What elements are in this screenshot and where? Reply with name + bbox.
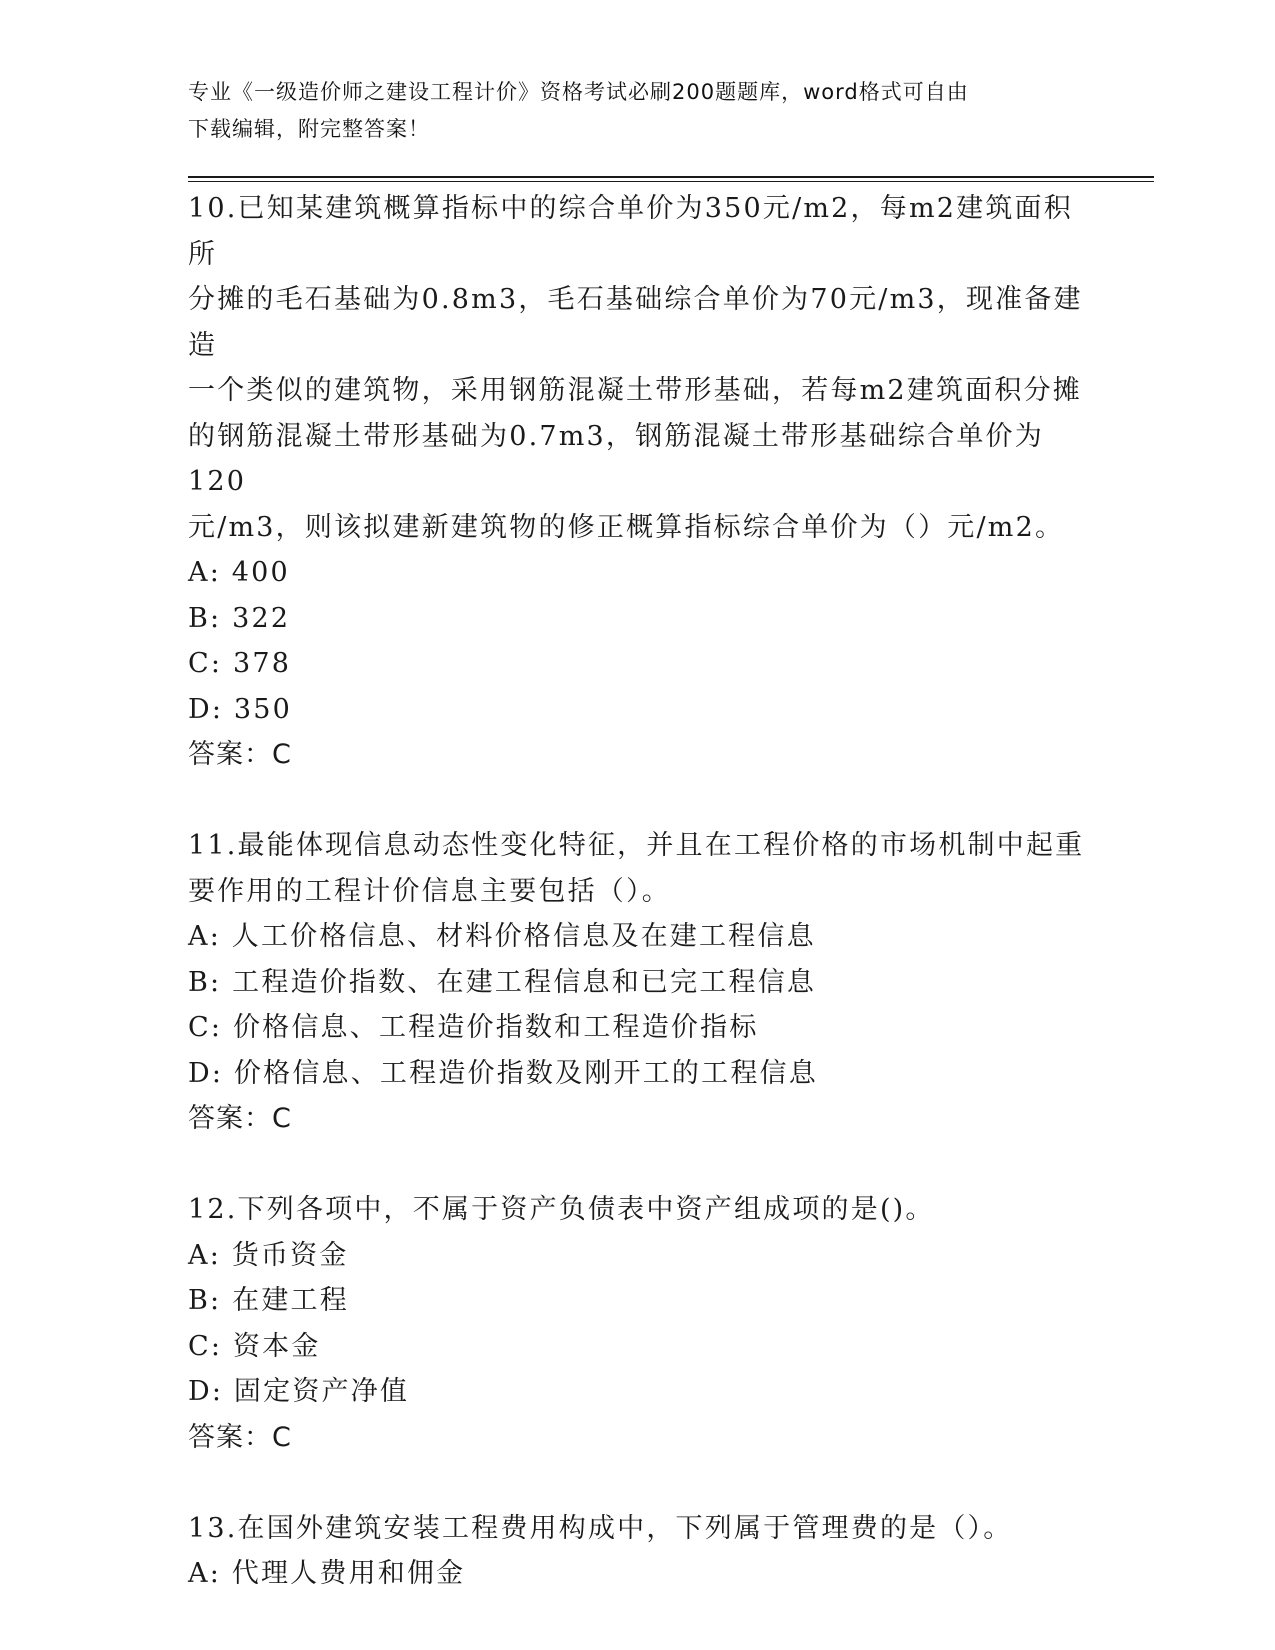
option-a: A: 400 bbox=[188, 557, 290, 588]
question-stem-line: 一个类似的建筑物，采用钢筋混凝土带形基础，若每m2建筑面积分摊 bbox=[188, 375, 1082, 406]
option-a: A: 货币资金 bbox=[188, 1239, 349, 1271]
question-spacer bbox=[188, 1142, 1088, 1188]
option-b: B: 322 bbox=[188, 602, 291, 634]
option-c: C: 价格信息、工程造价指数和工程造价指标 bbox=[188, 1012, 759, 1043]
question-spacer bbox=[188, 778, 1088, 824]
question-stem-line: 10.已知某建筑概算指标中的综合单价为350元/m2，每m2建筑面积所 bbox=[188, 193, 1073, 270]
question-list bbox=[188, 186, 1088, 1597]
question-13 bbox=[188, 1506, 1088, 1597]
option-b: B: 工程造价指数、在建工程信息和已完工程信息 bbox=[188, 966, 817, 998]
question-stem-line: 12.下列各项中，不属于资产负债表中资产组成项的是()。 bbox=[188, 1194, 935, 1225]
option-d: D: 350 bbox=[188, 693, 293, 725]
option-c: C: 378 bbox=[188, 648, 292, 679]
question-stem-line: 的钢筋混凝土带形基础为0.7m3，钢筋混凝土带形基础综合单价为120 bbox=[188, 420, 1044, 497]
document-header bbox=[188, 74, 1088, 148]
question-stem-line: 分摊的毛石基础为0.8m3，毛石基础综合单价为70元/m3，现准备建造 bbox=[188, 284, 1083, 361]
option-d: D: 固定资产净值 bbox=[188, 1376, 410, 1407]
answer-line: 答案：C bbox=[188, 1103, 292, 1134]
question-stem-line: 要作用的工程计价信息主要包括（）。 bbox=[188, 875, 671, 907]
option-a: A: 人工价格信息、材料价格信息及在建工程信息 bbox=[188, 921, 816, 952]
header-line-2: 下载编辑，附完整答案！ bbox=[188, 117, 430, 141]
option-a: A: 代理人费用和佣金 bbox=[188, 1558, 466, 1589]
option-d: D: 价格信息、工程造价指数及刚开工的工程信息 bbox=[188, 1057, 818, 1089]
question-stem-line: 元/m3，则该拟建新建筑物的修正概算指标综合单价为（）元/m2。 bbox=[188, 511, 1065, 543]
header-line-1: 专业《一级造价师之建设工程计价》资格考试必刷200题题库，word格式可自由 bbox=[188, 80, 969, 104]
question-stem-line: 13.在国外建筑安装工程费用构成中，下列属于管理费的是（）。 bbox=[188, 1512, 1013, 1544]
answer-line: 答案：C bbox=[188, 739, 292, 770]
header-divider-thick bbox=[188, 176, 1154, 178]
question-11 bbox=[188, 823, 1088, 1142]
option-c: C: 资本金 bbox=[188, 1330, 321, 1362]
option-b: B: 在建工程 bbox=[188, 1285, 349, 1316]
question-12 bbox=[188, 1187, 1088, 1460]
question-spacer bbox=[188, 1460, 1088, 1506]
header-divider-thin bbox=[188, 181, 1154, 182]
question-stem-line: 11.最能体现信息动态性变化特征，并且在工程价格的市场机制中起重 bbox=[188, 830, 1085, 861]
answer-line: 答案：C bbox=[188, 1421, 292, 1453]
question-10 bbox=[188, 186, 1088, 778]
